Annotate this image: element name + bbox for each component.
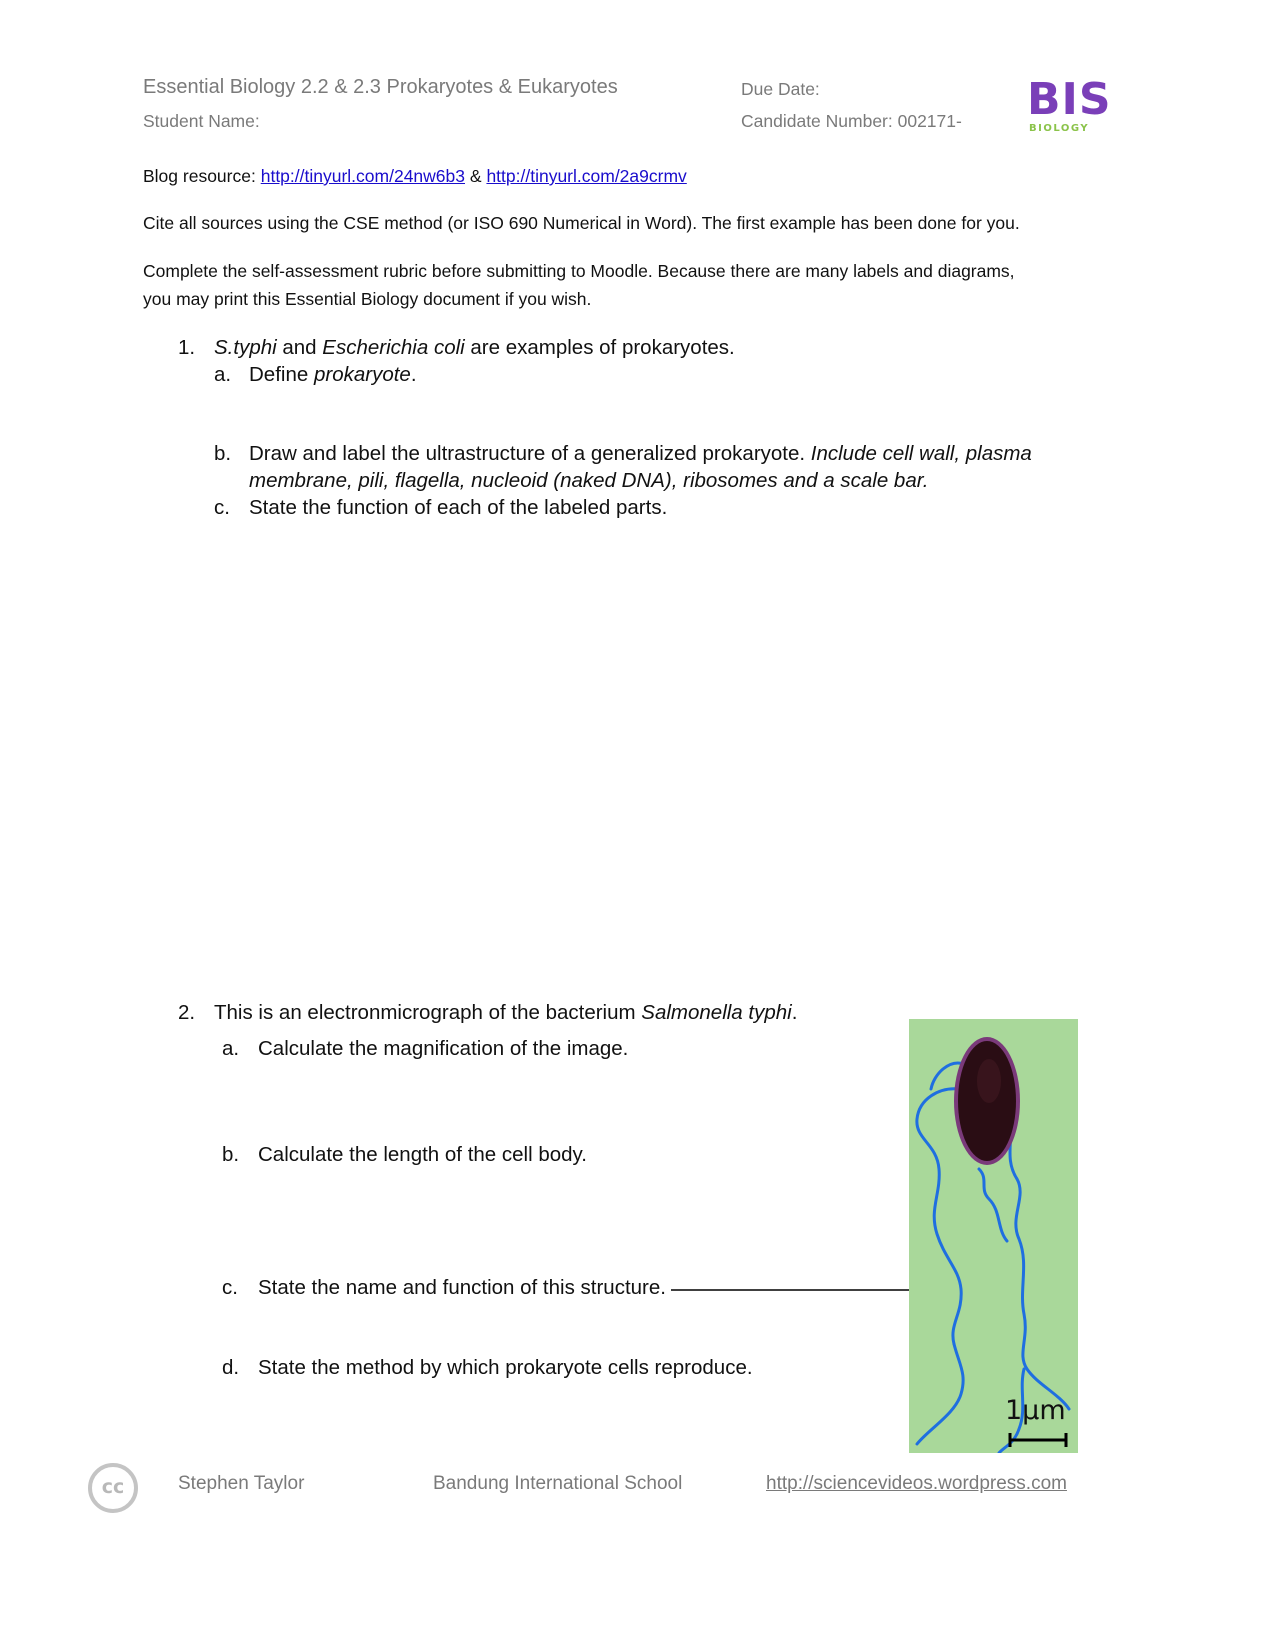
q2-number: 2. xyxy=(178,1001,196,1024)
q1-stem-and: and xyxy=(276,336,323,359)
q2c-text: State the name and function of this structure. xyxy=(258,1276,666,1299)
logo-biology-text: BIOLOGY xyxy=(1029,123,1090,134)
q1-stem-italic-2: Escherichia coli xyxy=(322,336,465,359)
blog-resource-label: Blog resource: xyxy=(143,166,256,186)
q1a-italic: prokaryote xyxy=(313,363,411,386)
q1a-letter: a. xyxy=(214,363,232,386)
rubric-instruction-line2: you may print this Essential Biology document if you wish. xyxy=(143,289,592,309)
q1b-text-line1 xyxy=(249,442,1032,466)
due-date-label: Due Date: xyxy=(741,79,820,99)
q2a-text: Calculate the magnification of the image. xyxy=(258,1037,629,1060)
cc-text: cc xyxy=(101,1476,125,1498)
q1b-italic-2: membrane, pili, flagella, nucleoid (naked DNA), ribosomes and a scale bar. xyxy=(249,469,929,492)
footer-author: Stephen Taylor xyxy=(178,1473,305,1494)
q1-stem-rest: are examples of prokaryotes. xyxy=(464,336,735,359)
q2-stem xyxy=(214,1001,797,1025)
salmonella-micrograph xyxy=(909,1019,1078,1453)
q1-number: 1. xyxy=(178,336,196,359)
document-title: Essential Biology 2.2 & 2.3 Prokaryotes & Eukaryotes xyxy=(143,76,618,98)
flagellum-left xyxy=(917,1089,961,1344)
scale-bar xyxy=(1008,1430,1070,1450)
q1b-letter: b. xyxy=(214,442,232,465)
q1-stem-italic-1: S.typhi xyxy=(214,336,277,359)
flagellum-mid xyxy=(979,1169,1007,1241)
scale-bar-label: 1μm xyxy=(1005,1395,1066,1426)
logo-bis-text: BIS xyxy=(1027,74,1112,125)
ampersand: & xyxy=(469,166,482,186)
q2-stem-main: This is an electronmicrograph of the bacterium xyxy=(214,1001,642,1024)
blog-link-1[interactable]: http://tinyurl.com/24nw6b3 xyxy=(260,166,465,186)
flagellum-left-tail xyxy=(917,1344,963,1444)
flagellum-right xyxy=(1009,1124,1069,1409)
q2a-letter: a. xyxy=(222,1037,240,1060)
q2b-text: Calculate the length of the cell body. xyxy=(258,1143,587,1166)
q1a-end: . xyxy=(410,363,417,386)
cell-highlight xyxy=(977,1059,1001,1103)
footer-url-link[interactable]: http://sciencevideos.wordpress.com xyxy=(766,1473,1067,1494)
q1b-text-main: Draw and label the ultrastructure of a generalized prokaryote. xyxy=(249,442,811,465)
blog-link-2[interactable]: http://tinyurl.com/2a9crmv xyxy=(486,166,687,186)
q2b-letter: b. xyxy=(222,1143,240,1166)
bis-biology-logo xyxy=(1024,70,1114,140)
rubric-instruction-line1: Complete the self-assessment rubric before submitting to Moodle. Because there are many labels and diagrams, xyxy=(143,261,1015,281)
q1c-letter: c. xyxy=(214,496,230,519)
q1b-italic-1: Include cell wall, plasma xyxy=(810,442,1032,465)
q1-stem xyxy=(214,336,735,360)
q2d-letter: d. xyxy=(222,1356,240,1379)
candidate-number: Candidate Number: 002171- xyxy=(741,111,962,131)
q2c-letter: c. xyxy=(222,1276,238,1299)
q1c-text: State the function of each of the labeled parts. xyxy=(249,496,668,519)
q2d-text: State the method by which prokaryote cells reproduce. xyxy=(258,1356,753,1379)
footer-school: Bandung International School xyxy=(433,1473,683,1494)
q1a-text xyxy=(249,363,417,387)
q1a-text-main: Define xyxy=(249,363,314,386)
student-name-label: Student Name: xyxy=(143,111,260,131)
blog-resource-line xyxy=(143,166,687,187)
micrograph-drawing xyxy=(909,1019,1078,1453)
creative-commons-icon xyxy=(88,1463,138,1513)
cite-instruction: Cite all sources using the CSE method (or ISO 690 Numerical in Word). The first example has been done for you. xyxy=(143,213,1020,233)
q2-stem-italic: Salmonella typhi xyxy=(641,1001,792,1024)
q2-stem-end: . xyxy=(791,1001,798,1024)
